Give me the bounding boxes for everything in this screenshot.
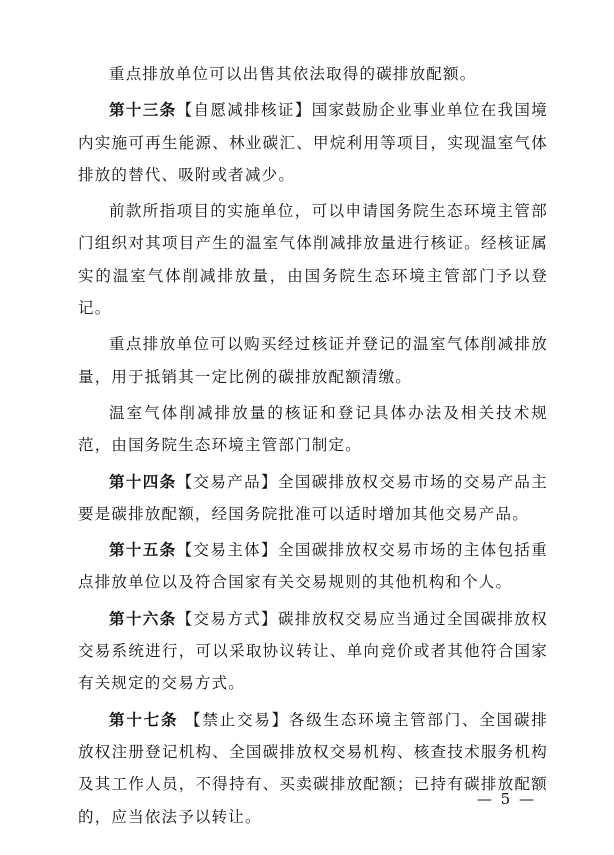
- article-title: 【自愿减排核证】: [176, 101, 312, 120]
- article-number: 第十四条: [109, 471, 177, 491]
- article-title: 【交易方式】: [176, 609, 278, 628]
- article-text: 全国碳排放权交易市场的交易产品主要是碳排放配额，经国务院批准可以适时增加其他交易产品。: [78, 472, 549, 523]
- article-14: [78, 466, 548, 531]
- paragraph-verification-rules: [78, 397, 548, 462]
- article-text: 碳排放权交易应当通过全国碳排放权交易系统进行，可以采取协议转让、单向竞价或者其他符合国家有关规定的交易方式。: [78, 609, 549, 693]
- article-number: 第十三条: [109, 100, 177, 120]
- article-17: [78, 704, 548, 833]
- paragraph-offset-purchase: [78, 328, 548, 393]
- article-16: [78, 603, 548, 700]
- page-number: — 5 —: [476, 790, 536, 808]
- article-number: 第十七条: [109, 709, 179, 729]
- article-title: 【交易主体】: [176, 541, 278, 560]
- article-13: [78, 94, 548, 191]
- paragraph-text: 重点排放单位可以购买经过核证并登记的温室气体削减排放量，用于抵销其一定比例的碳排放配额清缴。: [78, 335, 548, 386]
- paragraph-text: 温室气体削减排放量的核证和登记具体办法及相关技术规范，由国务院生态环境主管部门制定。: [78, 403, 548, 455]
- article-number: 第十六条: [109, 608, 177, 628]
- article-title: 【禁止交易】: [178, 710, 289, 729]
- article-text: 各级生态环境主管部门、全国碳排放权注册登记机构、全国碳排放权交易机构、核查技术服务机构及其工作人员，不得持有、买卖碳排放配额；已持有碳排放配额的，应当依法予以转让。: [78, 710, 548, 826]
- paragraph-text: 重点排放单位可以出售其依法取得的碳排放配额。: [109, 65, 477, 83]
- article-title: 【交易产品】: [176, 472, 278, 491]
- article-15: [78, 534, 548, 599]
- article-text: 全国碳排放权交易市场的主体包括重点排放单位以及符合国家有关交易规则的其他机构和个人。: [78, 541, 549, 592]
- paragraph-text: 前款所指项目的实施单位，可以申请国务院生态环境主管部门组织对其项目产生的温室气体削减排放量进行核证。经核证属实的温室气体削减排放量，由国务院生态环境主管部门予以登记。: [78, 202, 548, 318]
- article-number: 第十五条: [109, 540, 177, 560]
- paragraph-verification-application: [78, 195, 548, 324]
- article-text: 国家鼓励企业事业单位在我国境内实施可再生能源、林业碳汇、甲烷利用等项目，实现温室气体排放的替代、吸附或者减少。: [78, 101, 548, 184]
- paragraph-sale-of-quota: [78, 58, 548, 90]
- document-body: [78, 58, 548, 837]
